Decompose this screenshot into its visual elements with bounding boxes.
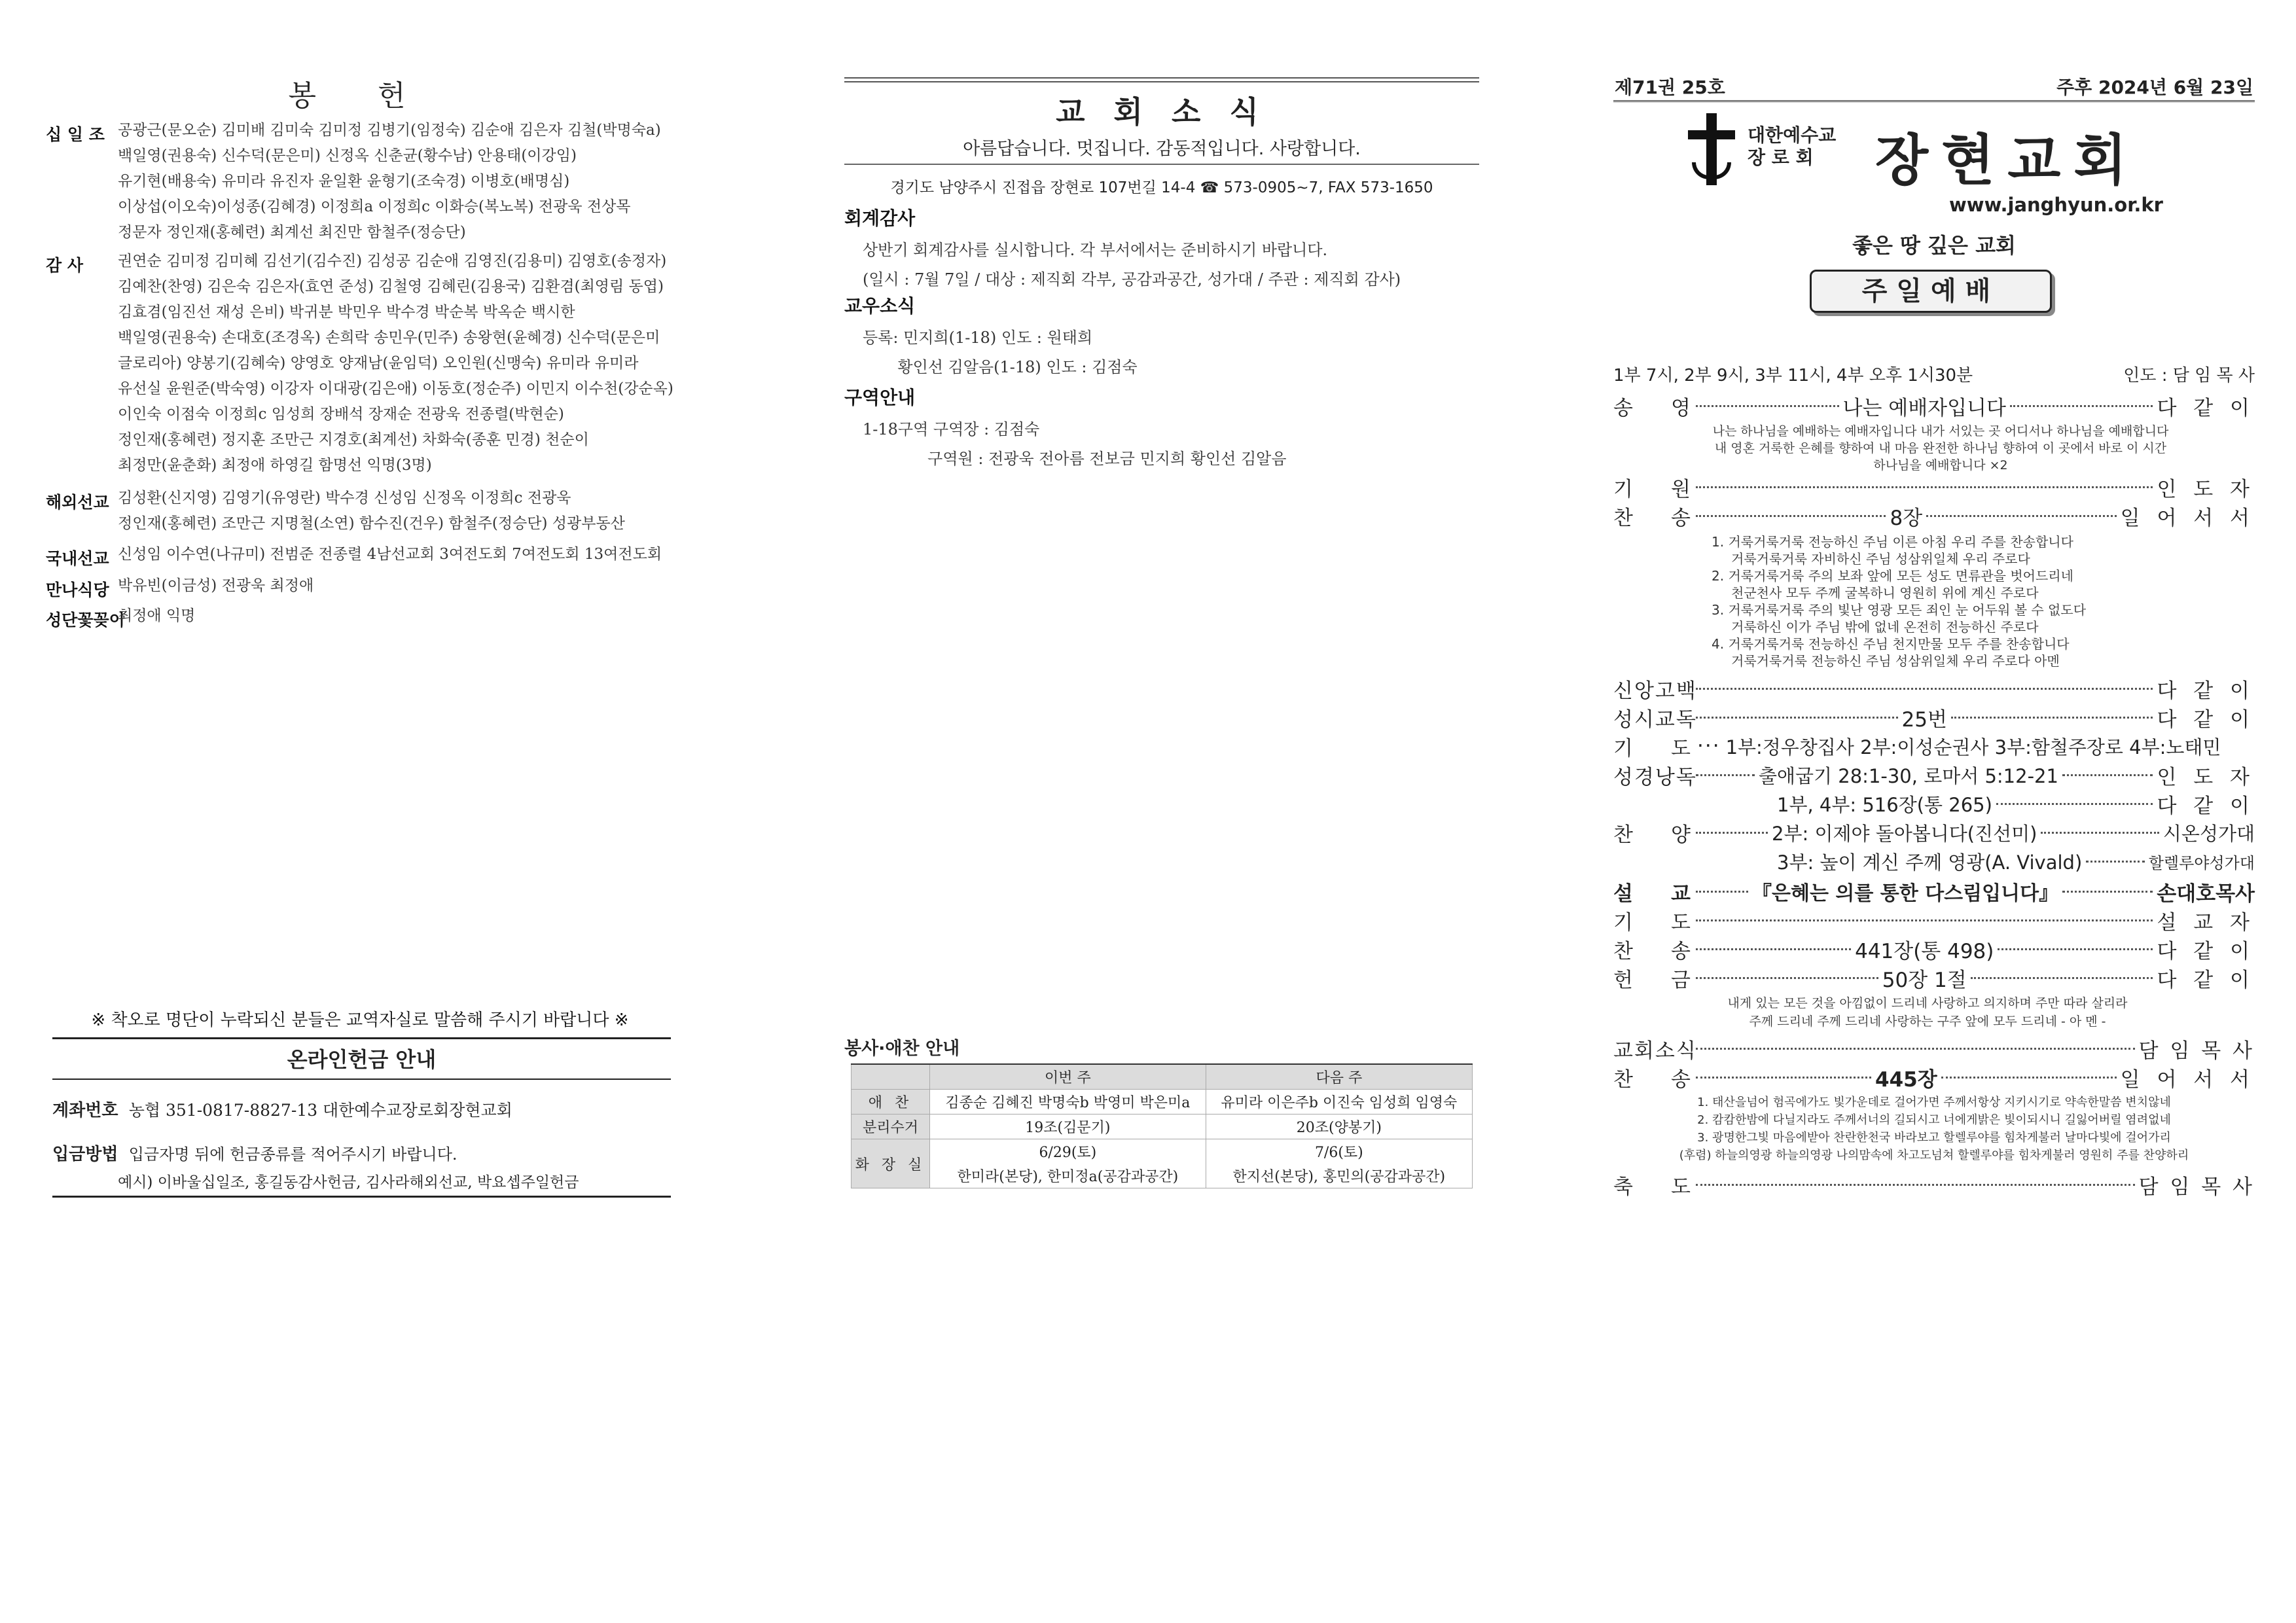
service-leader: 인도 : 담 임 목 사 [2123,366,2255,385]
order-item-role: 설 교 자 [2157,910,2255,935]
hymn-verse: 거룩거룩거룩 전능하신 주님 성삼위일체 우리 주로다 아멘 [1731,653,2060,669]
church-url[interactable]: www.janghyun.or.kr [1948,194,2163,216]
method-row [52,1141,671,1165]
order-item-name: 기 도 [1613,736,1692,760]
table-row [852,1090,1473,1115]
order-item-name: 축 도 [1613,1175,1692,1199]
order-item-content: 출애굽기 28:1-30, 로마서 5:12-21 [1759,764,2058,787]
section-heading: 구역안내 [844,387,916,408]
hymn-verse: 3. 광명한그빛 마음에받아 찬란한천국 바라보고 할렐루야를 힘차게불러 날마다빛에 걸어가리 [1697,1131,2171,1145]
table-cell: 김종순 김혜진 박명숙b 박영미 박은미a [930,1090,1206,1115]
hymn-verse: 2. 캄캄한밤에 다닐지라도 주께서너의 길되시고 너에게밝은 빛이되시니 길잃어버릴 염려없네 [1697,1113,2171,1127]
table-cell: 7/6(토) [1206,1139,1472,1164]
order-item-name: 찬 송 [1613,1067,1692,1092]
order-item [1613,935,2255,963]
order-item [1613,1034,2255,1063]
table-row [852,1115,1473,1139]
offering-line: 최정만(윤춘화) 최정애 하영길 함명선 익명(3명) [118,457,432,474]
order-item-content: 441장(통 498) [1855,939,1994,963]
order-item-role: 인 도 자 [2157,477,2255,501]
lyrics-line: 나는 하나님을 예배하는 예배자입니다 내가 서있는 곳 어디서나 하나님을 예배합니다 [1712,424,2169,438]
order-item [1613,818,2255,847]
table-cell: 19조(김문기) [930,1115,1206,1139]
order-item-name: 헌 금 [1613,968,1692,992]
lyrics-line: 하나님을 예배합니다 ×2 [1873,458,2008,473]
order-item-content: 2부: 이제야 돌아봅니다(진선미) [1772,822,2037,845]
offering-line: 권연순 김미정 김미혜 김선기(김수진) 김성공 김순애 김영진(김용미) 김영호(송정자) [118,253,667,270]
offering-line: 김성환(신지영) 김영기(유영란) 박수경 신성임 신정옥 이정희c 전광욱 [118,490,571,507]
service-name-badge: 주일예배 [1810,270,2052,313]
offering-line: 최정애 익명 [118,607,196,624]
denomination-line: 대한예수교 [1748,124,1837,146]
news-top-rule [844,77,1479,82]
order-item-content: 8장 [1890,506,1923,530]
table-cell: 유미라 이은주b 이진숙 임성희 임영숙 [1206,1090,1472,1115]
method-example: 예시) 이바울십일조, 홍길동감사헌금, 김사라해외선교, 박요셉주일헌금 [52,1170,671,1198]
denomination-line: 장 로 회 [1748,147,1814,168]
offering-line: 유선실 윤원준(박숙영) 이강자 이대광(김은애) 이동호(정순주) 이민지 이수천(강순옥) [118,380,673,397]
order-item-content: 445장 [1875,1067,1937,1092]
table-row [852,1139,1473,1164]
order-item [1613,391,2255,420]
account-label: 계좌번호 [52,1101,118,1120]
order-item-name: 찬 송 [1613,939,1692,963]
offering-line: 신성임 이수연(나규미) 전범준 전종렬 4남선교회 3여전도회 7여전도회 13여전도회 [118,546,662,563]
order-item-content: 50장 1절 [1882,968,1967,992]
order-item-content: 1부, 4부: 516장(통 265) [1777,793,1992,816]
method-value: 입금자명 뒤에 헌금종류를 적어주시기 바랍니다. [128,1145,457,1164]
hymn-verse: 2. 거룩거룩거룩 주의 보좌 앞에 모든 성도 면류관을 벗어드리네 [1712,568,2073,584]
service-times-text: 1부 7시, 2부 9시, 3부 11시, 4부 오후 1시30분 [1613,366,1973,385]
order-item-role: 다 같 이 [2157,939,2255,963]
offering-line: 유기현(배용숙) 유미라 유진자 윤일환 윤형기(조숙경) 이병호(배명심) [118,173,570,190]
offering-line: 공광근(문오순) 김미배 김미숙 김미정 김병기(임정숙) 김순애 김은자 김철(박명숙a) [118,122,661,139]
order-item-role: 다 같 이 [2157,968,2255,992]
church-logo [1685,110,2183,192]
news-divider [844,164,1479,165]
order-item-role: 일 어 서 서 [2120,506,2255,530]
order-item [1613,847,2255,876]
order-item-name: 찬 송 [1613,506,1692,530]
table-row-label: 화 장 실 [852,1139,930,1188]
order-item [1613,1063,2255,1092]
offering-line: 이상섭(이오숙)이성종(김혜경) 이정희a 이정희c 이화승(복노복) 전광욱 전상목 [118,198,631,215]
order-item [1613,760,2255,789]
hymn-verse: 1. 태산을넘어 험곡에가도 빛가운데로 걸어가면 주께서항상 지키시기로 약속한말씀 변치않네 [1697,1096,2171,1109]
order-item [1613,1170,2255,1199]
online-giving-box [52,1037,671,1198]
hymn-verse: 천군천사 모두 주께 굴복하니 영원히 위에 계신 주로다 [1731,585,2039,601]
omission-notice: ※ 착오로 명단이 누락되신 분들은 교역자실로 말씀해 주시기 바랍니다 ※ [91,1010,629,1030]
volume-number: 제71권 25호 [1615,77,1725,98]
order-item-role: 담 임 목 사 [2138,1039,2255,1063]
order-item-name: 성 경 낭 독 [1613,765,1697,789]
order-item-name: 설 교 [1613,882,1692,906]
news-column [844,0,1479,1623]
order-item-role: 시온성가대 [2162,822,2255,845]
service-table-title: 봉사·애찬 안내 [844,1039,960,1059]
online-giving-title: 온라인헌금 안내 [52,1037,671,1080]
offering-line: 글로리아) 양봉기(김혜숙) 양영호 양재남(윤임덕) 오인원(신맹숙) 유미라 유미라 [118,355,639,372]
offering-line: 백일영(권용숙) 신수덕(문은미) 신정옥 신춘균(황수남) 안용태(이강임) [118,147,577,164]
table-cell: 6/29(토) [930,1139,1206,1164]
offering-group-label: 해외선교 [46,493,109,512]
church-motto: 좋은 땅 깊은 교회 [1852,233,2016,258]
denomination [1748,124,1836,169]
section-line: 황인선 김알음(1-18) 인도 : 김점숙 [863,358,1138,376]
table-header [852,1064,930,1090]
lyrics-line: 주께 드리네 주께 드리네 사랑하는 구주 앞에 모두 드리네 - 아 멘 - [1749,1014,2106,1029]
order-item [1613,473,2255,501]
bulletin-date: 주후 2024년 6월 23일 [2056,77,2253,98]
offering-group-label: 국내선교 [46,549,109,568]
lyrics-line: 내게 있는 모든 것을 아낌없이 드리네 사랑하고 의지하며 주만 따라 살리라 [1727,996,2128,1010]
order-item [1613,674,2255,703]
offering-line: 김효겸(임진선 재성 은비) 박귀분 박민우 박수경 박순복 박옥순 백시한 [118,304,575,321]
news-section-district [844,383,1479,469]
church-address: 경기도 남양주시 진접읍 장현로 107번길 14-4 ☎ 573-0905~7, FAX 573-1650 [890,179,1433,196]
table-cell: 20조(양봉기) [1206,1115,1472,1139]
table-row-label: 애 찬 [852,1090,930,1115]
order-item-name: 교 회 소 식 [1613,1039,1697,1063]
cross-icon [1685,113,1738,185]
news-title: 교 회 소 식 [1056,94,1268,130]
method-label: 입금방법 [52,1145,118,1164]
order-item-role: 할렐루야성가대 [2148,853,2255,872]
section-line: 등록: 민지희(1-18) 인도 : 원태희 [863,329,1093,347]
order-item-role: 다 같 이 [2157,794,2255,818]
table-cell: 한미라(본당), 한미정a(공감과공간) [930,1164,1206,1188]
order-item-role: 손대호목사 [2157,882,2255,906]
order-item-content: 나는 예배자입니다 [1842,396,2006,420]
order-item-name: 찬 양 [1613,823,1692,847]
worship-column [1613,0,2255,1623]
order-item-name: 성 시 교 독 [1613,707,1697,732]
table-row [852,1164,1473,1188]
order-item-role: 다 같 이 [2157,679,2255,703]
section-heading: 회계감사 [844,207,916,229]
hymn-verse: 1. 거룩거룩거룩 전능하신 주님 이른 아침 우리 주를 찬송합니다 [1712,534,2073,550]
offering-group-label: 성단꽃꽂이 [46,611,125,630]
order-item-name: 기 도 [1613,910,1692,935]
hymn-verse: 거룩거룩거룩 자비하신 주님 성삼위일체 우리 주로다 [1731,551,2030,567]
section-line: (일시 : 7월 7일 / 대상 : 제직회 각부, 공감과공간, 성가대 / 주관 : 제직회 감사) [863,270,1401,289]
section-heading: 교우소식 [844,295,916,317]
order-item-role: 일 어 서 서 [2120,1067,2255,1092]
offering-line: 이인숙 이점숙 이정희c 임성희 장배석 장재순 전광욱 전종렬(박현순) [118,406,564,423]
news-subtitle: 아름답습니다. 멋집니다. 감동적입니다. 사랑합니다. [963,139,1361,159]
church-name: 장현교회 [1875,128,2140,192]
table-cell: 한지선(본당), 홍민의(공감과공간) [1206,1164,1472,1188]
section-line: 구역원 : 전광욱 전아름 전보금 민지희 황인선 김알음 [863,450,1287,468]
order-item-content: 1부:정우창집사 2부:이성순권사 3부:함철주장로 4부:노태민 [1725,736,2221,758]
table-row-label: 분리수거 [852,1115,930,1139]
hymn-verse: 3. 거룩거룩거룩 주의 빛난 영광 모든 죄인 눈 어두워 볼 수 없도다 [1712,602,2087,618]
table-header: 다음 주 [1206,1064,1472,1090]
offering-group-label: 만나식당 [46,580,109,599]
order-item-role: 다 같 이 [2157,396,2255,420]
order-item [1613,906,2255,935]
account-row [52,1097,671,1121]
service-times [1613,362,2255,386]
lyrics-line: 내 영혼 거룩한 은혜를 향하여 내 마음 완전한 하나님 향하여 이 곳에서 바로 이 시간 [1714,441,2167,455]
offering-title: 봉 헌 [288,79,432,113]
news-section-audit [844,204,1479,289]
order-item-content: 25번 [1901,707,1947,732]
hymn-verse: 4. 거룩거룩거룩 전능하신 주님 천지만물 모두 주를 찬송합니다 [1712,636,2070,652]
bulletin-header [1613,73,2255,102]
hymn-verse: 거룩하신 이가 주님 밖에 없네 온전히 전능하신 주로다 [1731,619,2039,635]
offering-line: 김예찬(찬영) 김은숙 김은자(효연 준성) 김철영 김혜린(김용국) 김환겸(최영림 동엽) [118,278,664,295]
order-item [1613,501,2255,530]
offering-group-label: 감 사 [46,256,84,275]
order-item-name: 기 원 [1613,477,1692,501]
news-section-members [844,292,1479,377]
sermon-title: 『은혜는 의를 통한 다스림입니다』 [1752,882,2059,905]
order-item-role: 다 같 이 [2157,707,2255,732]
hymn-verse: (후렴) 하늘의영광 하늘의영광 나의맘속에 차고도넘쳐 할렐루야를 힘차게불러 영원히 주를 찬양하리 [1679,1149,2189,1162]
section-line: 상반기 회계감사를 실시합니다. 각 부서에서는 준비하시기 바랍니다. [863,241,1328,259]
offering-line: 백일영(권용숙) 손대호(조경옥) 손희락 송민우(민주) 송왕현(윤혜경) 신수덕(문은미 [118,329,660,346]
order-item [1613,703,2255,732]
order-item-role: 인 도 자 [2157,765,2255,789]
table-header: 이번 주 [930,1064,1206,1090]
order-item: 기 도 ··· 1부:정우창집사 2부:이성순권사 3부:함철주장로 4부:노태민 [1613,732,2255,760]
offering-line: 박유빈(이금성) 전광욱 최정애 [118,577,314,594]
order-item-role: 담 임 목 사 [2138,1175,2255,1199]
order-item-name: 송 영 [1613,396,1692,420]
offering-line: 정인재(홍혜련) 정지훈 조만근 지경호(최계선) 차화숙(종훈 민경) 천순이 [118,431,589,448]
offering-column [46,0,674,1623]
order-item [1613,789,2255,818]
order-item-name: 신 앙 고 백 [1613,679,1697,703]
offering-line: 정문자 정인재(홍혜련) 최계선 최진만 함철주(정승단) [118,224,466,241]
section-line: 1-18구역 구역장 : 김점숙 [863,420,1040,438]
service-table [851,1063,1473,1188]
order-item [1613,963,2255,992]
offering-group-label: 십 일 조 [46,125,105,144]
offering-line: 정인재(홍혜련) 조만근 지명철(소연) 함수진(건우) 함철주(정승단) 성광부동산 [118,515,625,532]
order-item-content: 3부: 높이 계신 주께 영광(A. Vivald) [1777,851,2083,874]
order-item [1613,877,2255,906]
account-number: 농협 351-0817-8827-13 대한예수교장로회장현교회 [128,1101,512,1120]
